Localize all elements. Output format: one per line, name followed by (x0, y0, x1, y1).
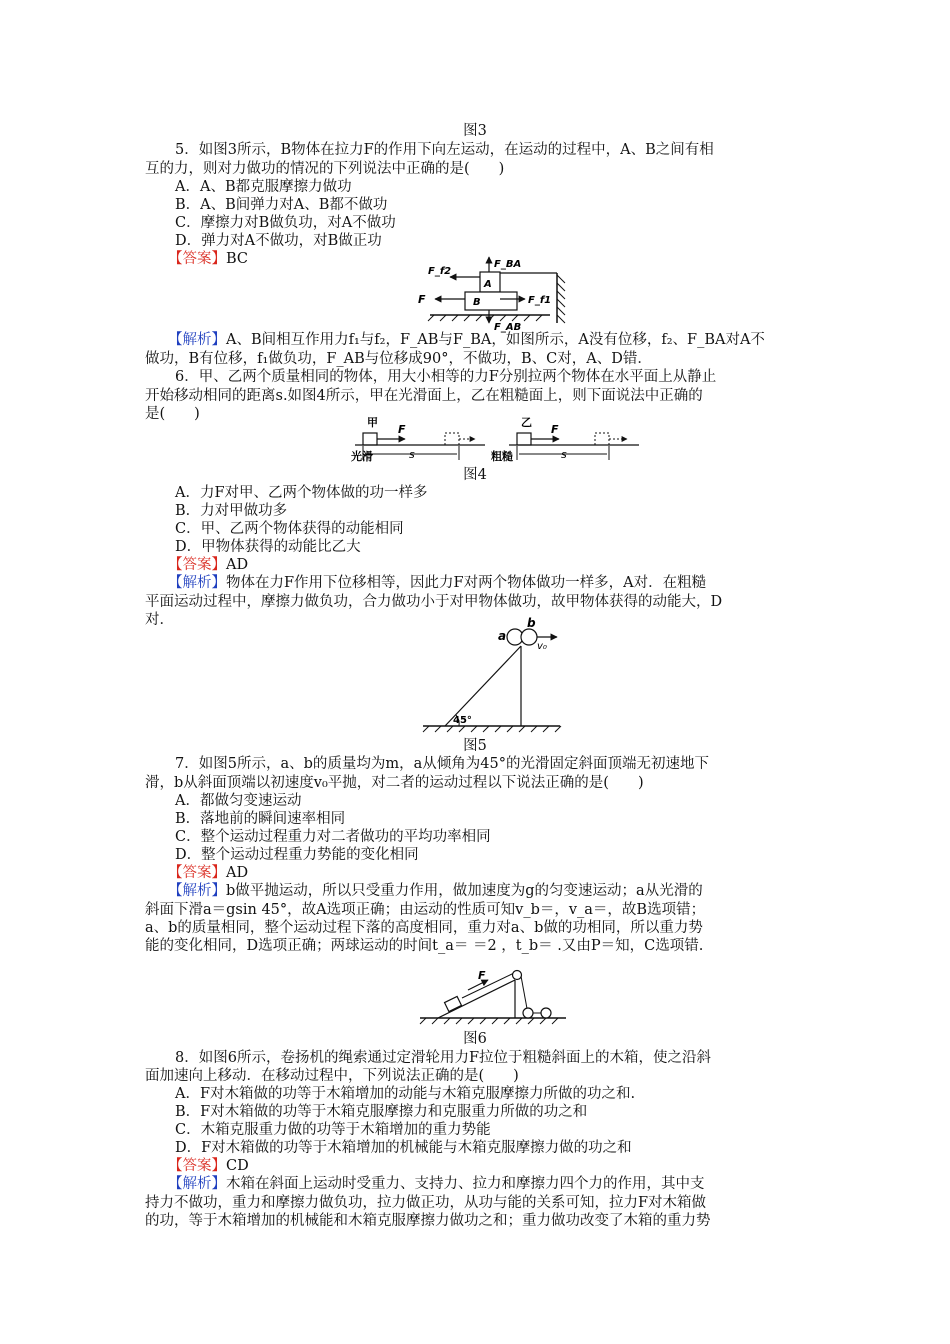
q5-option-d: D．弹力对A不做功，对B做正功 (175, 233, 382, 249)
figure-4-caption: 图4 (463, 467, 487, 483)
q8-option-a: A．F对木箱做的功等于木箱增加的动能与木箱克服摩擦力所做的功之和. (175, 1086, 636, 1102)
label-fab: F_AB (494, 322, 522, 333)
answer-tag: 【答案】 (168, 251, 226, 267)
q6-analysis-line-2: 平面运动过程中，摩擦力做负功，合力做功小于对甲物体做功，故甲物体获得的动能大，D (145, 594, 723, 610)
label-f-jia: F (398, 423, 406, 436)
label-f: F (418, 293, 426, 306)
q7-analysis-line-3: a、b的质量相同，整个运动过程下落的高度相同，重力对a、b做的功相同，所以重力势 (145, 920, 703, 936)
answer-tag: 【答案】 (168, 557, 226, 573)
q7-option-a: A．都做匀变速运动 (175, 793, 302, 809)
analysis-tag: 【解析】 (168, 1176, 226, 1192)
q8-stem-line-2: 面加速向上移动．在移动过程中，下列说法正确的是( ) (145, 1068, 519, 1084)
label-v0: v₀ (537, 641, 547, 652)
q6-analysis-line-1 (168, 574, 706, 593)
figure-4 (345, 414, 645, 464)
q5-stem-line-1: 5．如图3所示，B物体在拉力F的作用下向左运动，在运动的过程中，A、B之间有相 (175, 142, 714, 158)
answer-tag: 【答案】 (168, 1158, 226, 1174)
label-block-b: B (473, 297, 481, 308)
q6-analysis-line-3: 对． (145, 612, 174, 628)
q6-stem-line-2: 开始移动相同的距离s.如图4所示，甲在光滑面上，乙在粗糙面上，则下面说法中正确的 (145, 388, 703, 404)
analysis-text: b做平抛运动，所以只受重力作用，做加速度为g的匀变速运动；a从光滑的 (226, 883, 703, 899)
q6-option-a: A．力F对甲、乙两个物体做的功一样多 (175, 485, 428, 501)
label-b: b (527, 616, 536, 630)
q5-analysis-line-2: 做功，B有位移，f₁做负功，F_AB与位移成90°，不做功，B、C对，A、D错． (145, 351, 652, 367)
q6-stem-line-3: 是( ) (145, 406, 200, 422)
label-guanghua: 光滑 (351, 450, 373, 463)
label-block-a: A (484, 279, 492, 290)
q5-stem-line-2: 互的力，则对力做功的情况的下列说法中正确的是( ) (145, 161, 505, 177)
analysis-tag: 【解析】 (168, 575, 226, 591)
answer-value: BC (226, 251, 249, 267)
q6-option-d: D．甲物体获得的动能比乙大 (175, 539, 361, 555)
q5-option-a: A．A、B都克服摩擦力做功 (175, 179, 352, 195)
q5-option-b: B．A、B间弹力对A、B都不做功 (175, 197, 388, 213)
label-cucao: 粗糙 (491, 450, 513, 463)
figure-3-caption: 图3 (463, 123, 487, 139)
label-jia: 甲 (367, 416, 378, 429)
q8-option-c: C．木箱克服重力做的功等于木箱增加的重力势能 (175, 1122, 491, 1138)
q7-analysis-line-2: 斜面下滑a＝gsin 45°，故A选项正确；由运动的性质可知v_b＝，v_a＝，故B选项错； (145, 902, 706, 918)
q5-answer (168, 250, 248, 269)
q8-analysis-line-2: 持力不做功，重力和摩擦力做负功，拉力做正功，从功与能的关系可知，拉力F对木箱做 (145, 1195, 707, 1211)
q7-option-c: C．整个运动过程重力对二者做功的平均功率相同 (175, 829, 491, 845)
q7-analysis-line-1 (168, 882, 703, 901)
q8-option-b: B．F对木箱做的功等于木箱克服摩擦力和克服重力所做的功之和 (175, 1104, 588, 1120)
label-f: F (478, 969, 486, 982)
answer-value: CD (226, 1158, 249, 1174)
figure-5 (415, 618, 565, 738)
label-ff2: F_f2 (428, 266, 452, 277)
label-angle: 45° (453, 715, 472, 726)
answer-value: AD (226, 865, 249, 881)
analysis-tag: 【解析】 (168, 883, 226, 899)
analysis-text: 木箱在斜面上运动时受重力、支持力、拉力和摩擦力四个力的作用，其中支 (226, 1176, 705, 1192)
analysis-tag: 【解析】 (168, 332, 226, 348)
label-a: a (498, 629, 507, 643)
figure-force-diagram (410, 255, 580, 335)
q8-analysis-line-1 (168, 1175, 705, 1194)
analysis-text: 物体在力F作用下位移相等，因此力F对两个物体做功一样多，A对．在粗糙 (226, 575, 707, 591)
q6-answer (168, 556, 248, 575)
q8-option-d: D．F对木箱做的功等于木箱增加的机械能与木箱克服摩擦力做的功之和 (175, 1140, 632, 1156)
q7-stem-line-2: 滑，b从斜面顶端以初速度v₀平抛，对二者的运动过程以下说法正确的是( ) (145, 775, 644, 791)
label-f-yi: F (551, 423, 559, 436)
figure-5-caption: 图5 (463, 738, 487, 754)
analysis-text: A、B间相互作用力f₁与f₂，F_AB与F_BA，如图所示，A没有位移，f₂、F_BA对A不 (226, 332, 765, 348)
q6-option-c: C．甲、乙两个物体获得的动能相同 (175, 521, 404, 537)
q6-stem-line-1: 6．甲、乙两个质量相同的物体，用大小相等的力F分别拉两个物体在水平面上从静止 (175, 369, 717, 385)
figure-6-caption: 图6 (463, 1031, 487, 1047)
q8-analysis-line-3: 的功，等于木箱增加的机械能和木箱克服摩擦力做功之和；重力做功改变了木箱的重力势 (145, 1213, 711, 1229)
label-yi: 乙 (521, 416, 532, 429)
q7-option-b: B．落地前的瞬间速率相同 (175, 811, 346, 827)
label-ff1: F_f1 (528, 295, 552, 306)
q5-option-c: C．摩擦力对B做负功，对A不做功 (175, 215, 396, 231)
q8-answer (168, 1157, 249, 1176)
q7-analysis-line-4: 能的变化相同，D选项正确；两球运动的时间t_a＝ ＝2 ，t_b＝ .又由P＝知，C选项错. (145, 938, 704, 954)
answer-tag: 【答案】 (168, 865, 226, 881)
q5-analysis-line-1 (168, 331, 765, 350)
label-s-yi: s (561, 448, 567, 461)
q8-stem-line-1: 8．如图6所示，卷扬机的绳索通过定滑轮用力F拉位于粗糙斜面上的木箱，使之沿斜 (175, 1050, 712, 1066)
q7-stem-line-1: 7．如图5所示，a、b的质量均为m，a从倾角为45°的光滑固定斜面顶端无初速地下 (175, 756, 709, 772)
answer-value: AD (226, 557, 249, 573)
q7-answer (168, 864, 248, 883)
q7-option-d: D．整个运动过程重力势能的变化相同 (175, 847, 419, 863)
label-s-jia: s (409, 448, 415, 461)
q6-option-b: B．力对甲做功多 (175, 503, 288, 519)
label-fba: F_BA (494, 259, 522, 270)
figure-6 (418, 968, 568, 1030)
